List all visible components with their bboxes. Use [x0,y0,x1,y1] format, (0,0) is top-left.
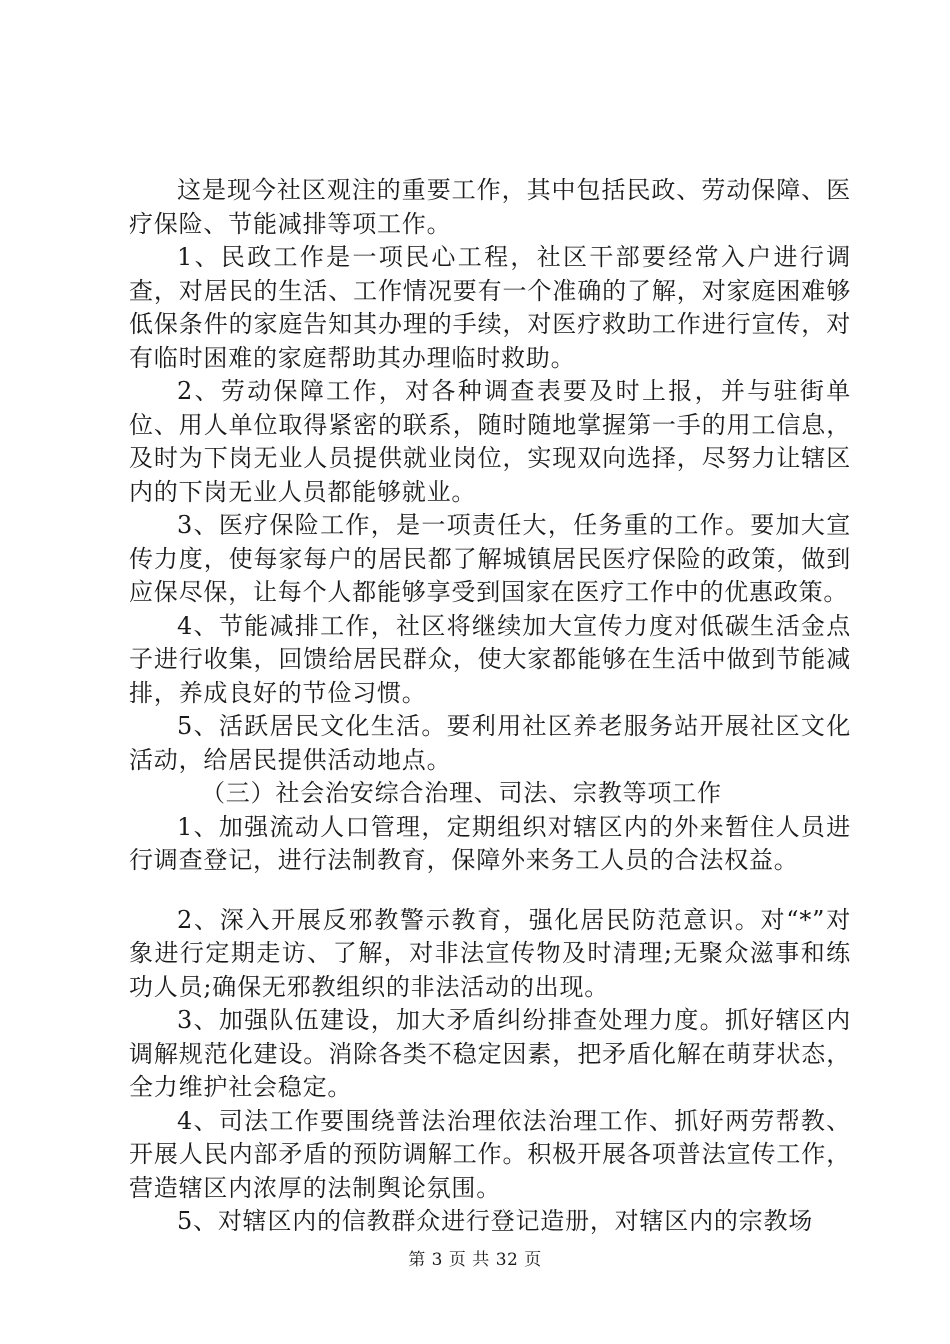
paragraph-team-building: 3、加强队伍建设，加大矛盾纠纷排查处理力度。抓好辖区内调解规范化建设。消除各类不稳定因素，把矛盾化解在萌芽状态，全力维护社会稳定。 [129,1006,851,1101]
paragraph-culture-life: 5、活跃居民文化生活。要利用社区养老服务站开展社区文化活动，给居民提供活动地点。 [129,712,851,774]
paragraph-religion: 5、对辖区内的信教群众进行登记造册，对辖区内的宗教场 [177,1207,814,1235]
paragraph-energy-saving: 4、节能减排工作，社区将继续加大宣传力度对低碳生活金点子进行收集，回馈给居民群众，使大家都能够在生活中做到节能减排，养成良好的节俭习惯。 [129,611,851,707]
paragraph-floating-population: 1、加强流动人口管理，定期组织对辖区内的外来暂住人员进行调查登记，进行法制教育，保障外来务工人员的合法权益。 [129,812,851,874]
section-heading-public-security: （三）社会治安综合治理、司法、宗教等项工作 [201,779,722,807]
paragraph-judicial-work: 4、司法工作要围绕普法治理依法治理工作、抓好两劳帮教、开展人民内部矛盾的预防调解工作。积极开展各项普法宣传工作，营造辖区内浓厚的法制舆论氛围。 [129,1106,851,1202]
paragraph-labor-security: 2、劳动保障工作，对各种调查表要及时上报，并与驻街单位、用人单位取得紧密的联系，随时随地掌握第一手的用工信息，及时为下岗无业人员提供就业岗位，实现双向选择，尽努力让辖区内的下岗无业人员都能够就业。 [129,377,851,506]
paragraph-civil-affairs: 1、民政工作是一项民心工程，社区干部要经常入户进行调查，对居民的生活、工作情况要有一个准确的了解，对家庭困难够低保条件的家庭告知其办理的手续，对医疗救助工作进行宣传，对有临时困难的家庭帮助其办理临时救助。 [129,243,851,372]
document-body [129,174,851,1239]
paragraph-medical-insurance: 3、医疗保险工作，是一项责任大，任务重的工作。要加大宣传力度，使每家每户的居民都了解城镇居民医疗保险的政策，做到应保尽保，让每个人都能够享受到国家在医疗工作中的优惠政策。 [129,511,851,606]
paragraph-intro: 这是现今社区观注的重要工作，其中包括民政、劳动保障、医疗保险、节能减排等项工作。 [129,176,851,238]
paragraph-anti-cult: 2、深入开展反邪教警示教育，强化居民防范意识。对“*”对象进行定期走访、了解，对非法宣传物及时清理;无聚众滋事和练功人员;确保无邪教组织的非法活动的出现。 [129,905,851,1001]
page-number-footer: 第 3 页 共 32 页 [408,1250,542,1270]
